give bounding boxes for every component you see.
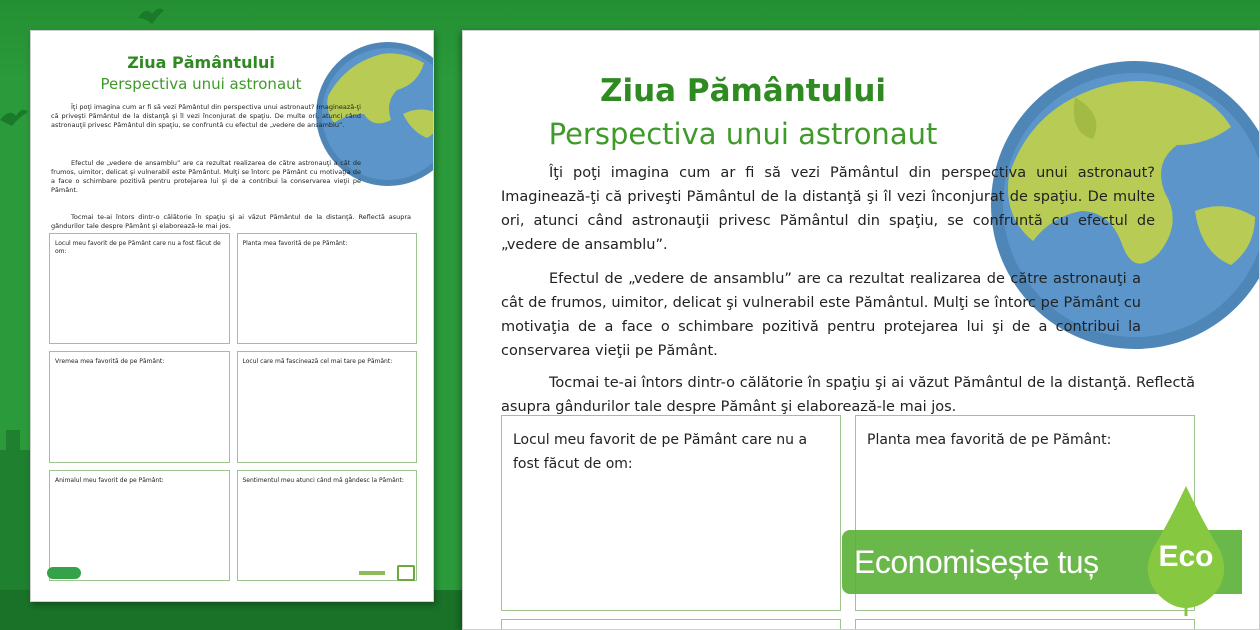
thumbnail-box: Vremea mea favorită de pe Pământ:	[49, 351, 230, 462]
thumbnail-box: Planta mea favorită de pe Pământ:	[237, 233, 418, 344]
thumbnail-box: Locul meu favorit de pe Pământ care nu a fost făcut de om:	[49, 233, 230, 344]
thumbnail-paragraph: Efectul de „vedere de ansamblu” are ca rezultat realizarea de către astronauţi a cât de frumos, uimitor, delicat şi vulnerabil este Pământul. Mulţi se întorc pe Pământ cu motivaţia de a face o schimbare pozitivă pentru protejarea lui şi de a contribui la conservarea vieţii pe Pământ.	[51, 159, 361, 194]
twinkl-logo	[47, 567, 81, 579]
footer-icon	[397, 565, 415, 581]
thumbnail-paragraph: Tocmai te-ai întors dintr-o călătorie în spaţiu şi ai văzut Pământul de la distanţă. Reflectă asupra gândurilor tale despre Pământ şi elaborează-le mai jos.	[51, 213, 411, 230]
eco-badge-short: Eco	[1158, 540, 1214, 573]
favorite-weather-box[interactable]	[501, 619, 841, 630]
eco-badge-label: Economisește tuș	[854, 543, 1099, 580]
worksheet-thumbnail[interactable]	[30, 30, 434, 602]
thumbnail-box: Sentimentul meu atunci când mă gândesc la Pământ:	[237, 470, 418, 581]
thumbnail-paragraph: Îţi poţi imagina cum ar fi să vezi Pământul din perspectiva unui astronaut? Imaginează-ţi că priveşti Pământul de la distanţă şi îl vezi înconjurat de spaţiu. De multe ori, atunci când astronauţii privesc Pământul din spaţiu, se confruntă cu efectul de „vedere de ansamblu”.	[51, 103, 361, 129]
intro-paragraph: Îţi poţi imagina cum ar fi să vezi Pământul din perspectiva unui astronaut? Imaginează-ţi că priveşti Pământul de la distanţă şi îl vezi înconjurat de spaţiu. De multe ori, atunci când astronauţii privesc Pământul din spaţiu, se confruntă cu efectul de „vedere de ansamblu”.	[501, 165, 1155, 253]
thumbnail-box-grid	[49, 233, 417, 581]
thumbnail-box: Locul care mă fascinează cel mai tare pe Pământ:	[237, 351, 418, 462]
thumbnail-subtitle: Perspectiva unui astronaut	[100, 75, 302, 93]
page-subtitle: Perspectiva unui astronaut	[548, 117, 938, 151]
thumbnail-box: Animalul meu favorit de pe Pământ:	[49, 470, 230, 581]
bird-icon	[136, 4, 166, 26]
favorite-place-box[interactable]: Locul meu favorit de pe Pământ care nu a fost făcut de om:	[501, 415, 841, 611]
thumbnail-title: Ziua Pământului	[127, 53, 275, 72]
bird-icon	[0, 104, 28, 128]
reflection-box-grid	[501, 415, 1195, 630]
instructions-paragraph: Tocmai te-ai întors dintr-o călătorie în spaţiu şi ai văzut Pământul de la distanţă. Reflectă asupra gândurilor tale despre Pământ şi elaborează-le mai jos.	[501, 375, 1195, 415]
fascinating-place-box[interactable]	[855, 619, 1195, 630]
favorite-plant-box[interactable]: Planta mea favorită de pe Pământ:	[855, 415, 1195, 611]
footer-mark	[359, 571, 385, 575]
page-title: Ziua Pământului	[599, 73, 887, 109]
effect-paragraph: Efectul de „vedere de ansamblu” are ca rezultat realizarea de către astronauţi a cât de frumos, uimitor, delicat şi vulnerabil este Pământul. Mulţi se întorc pe Pământ cu motivaţia de a face o schimbare pozitivă pentru protejarea lui şi de a contribui la conservarea vieţii pe Pământ.	[501, 271, 1141, 359]
